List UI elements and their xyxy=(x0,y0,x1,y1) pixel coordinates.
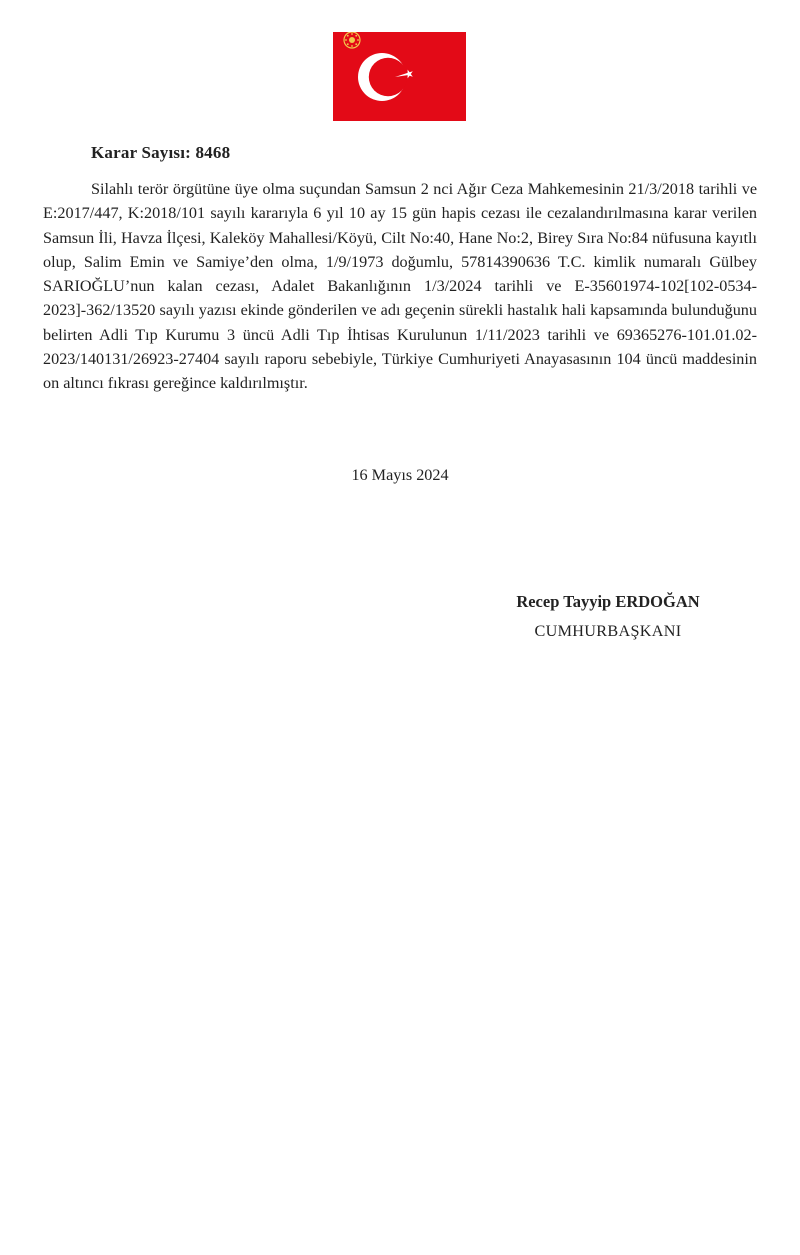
presidential-seal-icon xyxy=(344,32,360,48)
decision-number: Karar Sayısı: 8468 xyxy=(91,143,231,162)
signatory-title: CUMHURBAŞKANI xyxy=(534,622,682,640)
turkish-flag-emblem-icon xyxy=(333,32,466,121)
crescent-inner xyxy=(369,58,407,96)
signatory-name: Recep Tayyip ERDOĞAN xyxy=(516,592,700,611)
decision-body-text: Silahlı terör örgütüne üye olma suçundan Samsun 2 nci Ağır Ceza Mahkemesinin 21/3/2018 tarihli ve E:2017/447, K:2018/101 sayılı kararıyla 6 yıl 10 ay 15 gün hapis cezası ile cezalandırılmasına karar verilen Samsun İli, Havza İlçesi, Kaleköy Mahallesi/Köyü, Cilt No:40, Hane No:2, Birey Sıra No:84 nüfusuna kayıtlı olup, Salim Emin ve Samiye’den olma, 1/9/1973 doğumlu, 57814390636 T.C. kimlik numaralı Gülbey SARIOĞLU’nun kalan cezası, Adalet Bakanlığının 1/3/2024 tarihli ve E-35601974-102[102-0534-2023]-362/13520 sayılı yazısı ekinde gönderilen ve adı geçenin sürekli hastalık hali kapsamında bulunduğunu belirten Adli Tıp Kurumu 3 üncü Adli Tıp İhtisas Kurulunun 1/11/2023 tarihli ve 69365276-101.01.02-2023/140131/26923-27404 sayılı raporu sebebiyle, Türkiye Cumhuriyeti Anayasasının 104 üncü maddesinin on altıncı fıkrası gereğince kaldırılmıştır. xyxy=(43,180,757,393)
decision-date: 16 Mayıs 2024 xyxy=(351,466,449,484)
